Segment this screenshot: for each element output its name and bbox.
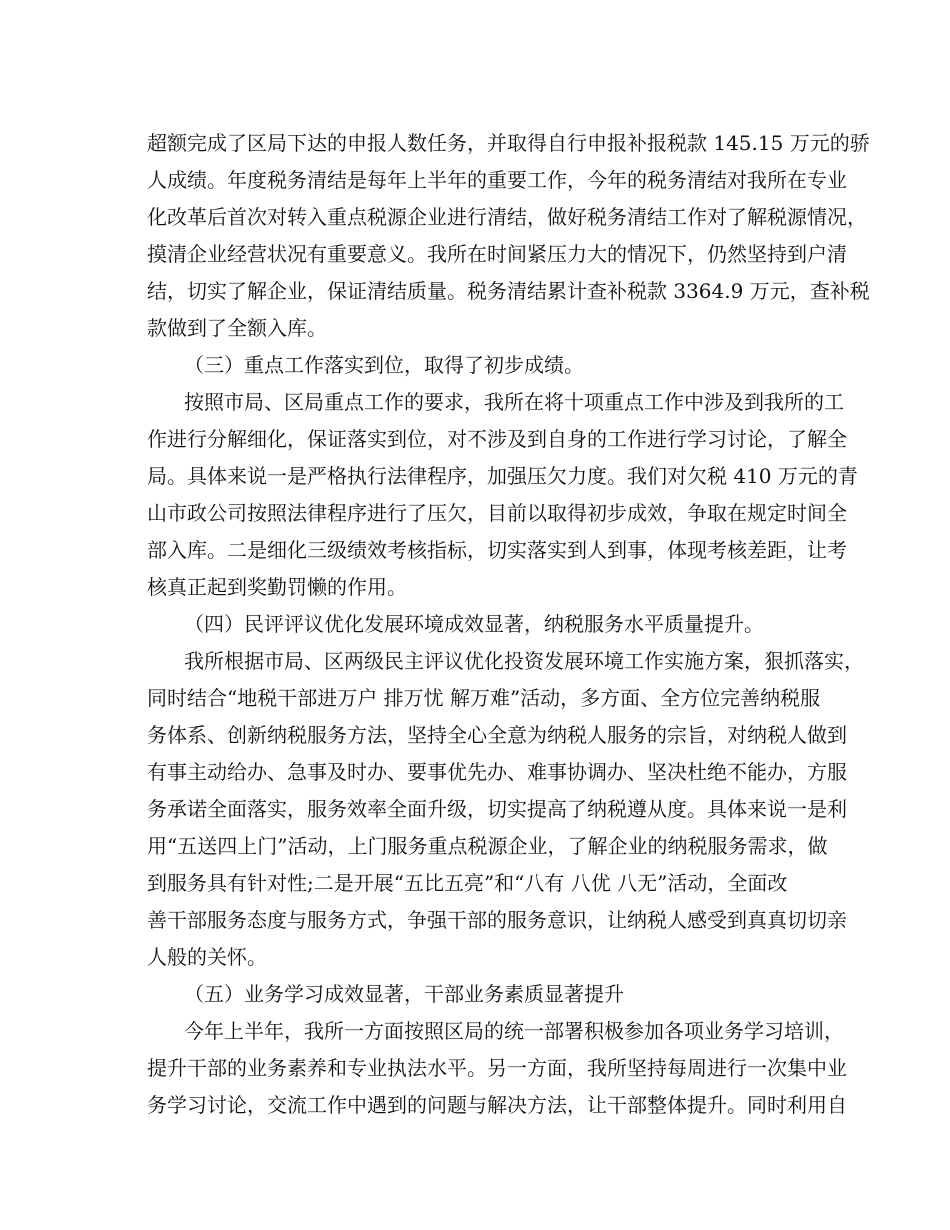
body-line: 用“五送四上门”活动，上门服务重点税源企业，了解企业的纳税服务需求，做 [147, 834, 828, 858]
body-line: 按照市局、区局重点工作的要求，我所在将十项重点工作中涉及到我所的工 [184, 390, 844, 414]
body-line: 提升干部的业务素养和专业执法水平。另一方面，我所坚持每周进行一次集中业 [147, 1056, 847, 1080]
body-line: 款做到了全额入库。 [147, 316, 327, 340]
body-line: 人成绩。年度税务清结是每年上半年的重要工作，今年的税务清结对我所在专业 [147, 168, 847, 192]
body-line: 务体系、创新纳税服务方法，坚持全心全意为纳税人服务的宗旨，对纳税人做到 [147, 723, 847, 747]
section-heading: （五）业务学习成效显著，干部业务素质显著提升 [184, 982, 624, 1006]
body-line: 结，切实了解企业，保证清结质量。税务清结累计查补税款 3364.9 万元，查补税 [147, 279, 870, 303]
body-line: 今年上半年，我所一方面按照区局的统一部署积极参加各项业务学习培训， [184, 1019, 844, 1043]
body-line: 务承诺全面落实，服务效率全面升级，切实提高了纳税遵从度。具体来说一是利 [147, 797, 847, 821]
body-line: 作进行分解细化，保证落实到位，对不涉及到自身的工作进行学习讨论，了解全 [147, 427, 847, 451]
body-line: 到服务具有针对性;二是开展“五比五亮”和“八有 八优 八无”活动，全面改 [147, 871, 788, 895]
body-line: 核真正起到奖勤罚懒的作用。 [147, 575, 407, 599]
body-line: 局。具体来说一是严格执行法律程序，加强压欠力度。我们对欠税 410 万元的青 [147, 464, 858, 488]
body-line: 部入库。二是细化三级绩效考核指标，切实落实到人到事，体现考核差距，让考 [147, 538, 847, 562]
section-heading: （四）民评评议优化发展环境成效显著，纳税服务水平质量提升。 [184, 612, 764, 636]
body-line: 化改革后首次对转入重点税源企业进行清结，做好税务清结工作对了解税源情况， [147, 205, 867, 229]
section-heading: （三）重点工作落实到位，取得了初步成绩。 [184, 353, 584, 377]
body-line: 人般的关怀。 [147, 945, 267, 969]
body-line: 有事主动给办、急事及时办、要事优先办、难事协调办、坚决杜绝不能办，方服 [147, 760, 847, 784]
body-line: 山市政公司按照法律程序进行了压欠，目前以取得初步成效，争取在规定时间全 [147, 501, 847, 525]
body-line: 务学习讨论，交流工作中遇到的问题与解决方法，让干部整体提升。同时利用自 [147, 1093, 847, 1117]
body-line: 摸清企业经营状况有重要意义。我所在时间紧压力大的情况下，仍然坚持到户清 [147, 242, 847, 266]
body-line: 超额完成了区局下达的申报人数任务，并取得自行申报补报税款 145.15 万元的骄 [147, 131, 870, 155]
body-line: 同时结合“地税干部进万户 排万忧 解万难”活动，多方面、全方位完善纳税服 [147, 686, 821, 710]
body-line: 善干部服务态度与服务方式，争强干部的服务意识，让纳税人感受到真真切切亲 [147, 908, 847, 932]
body-line: 我所根据市局、区两级民主评议优化投资发展环境工作实施方案，狠抓落实， [184, 649, 864, 673]
